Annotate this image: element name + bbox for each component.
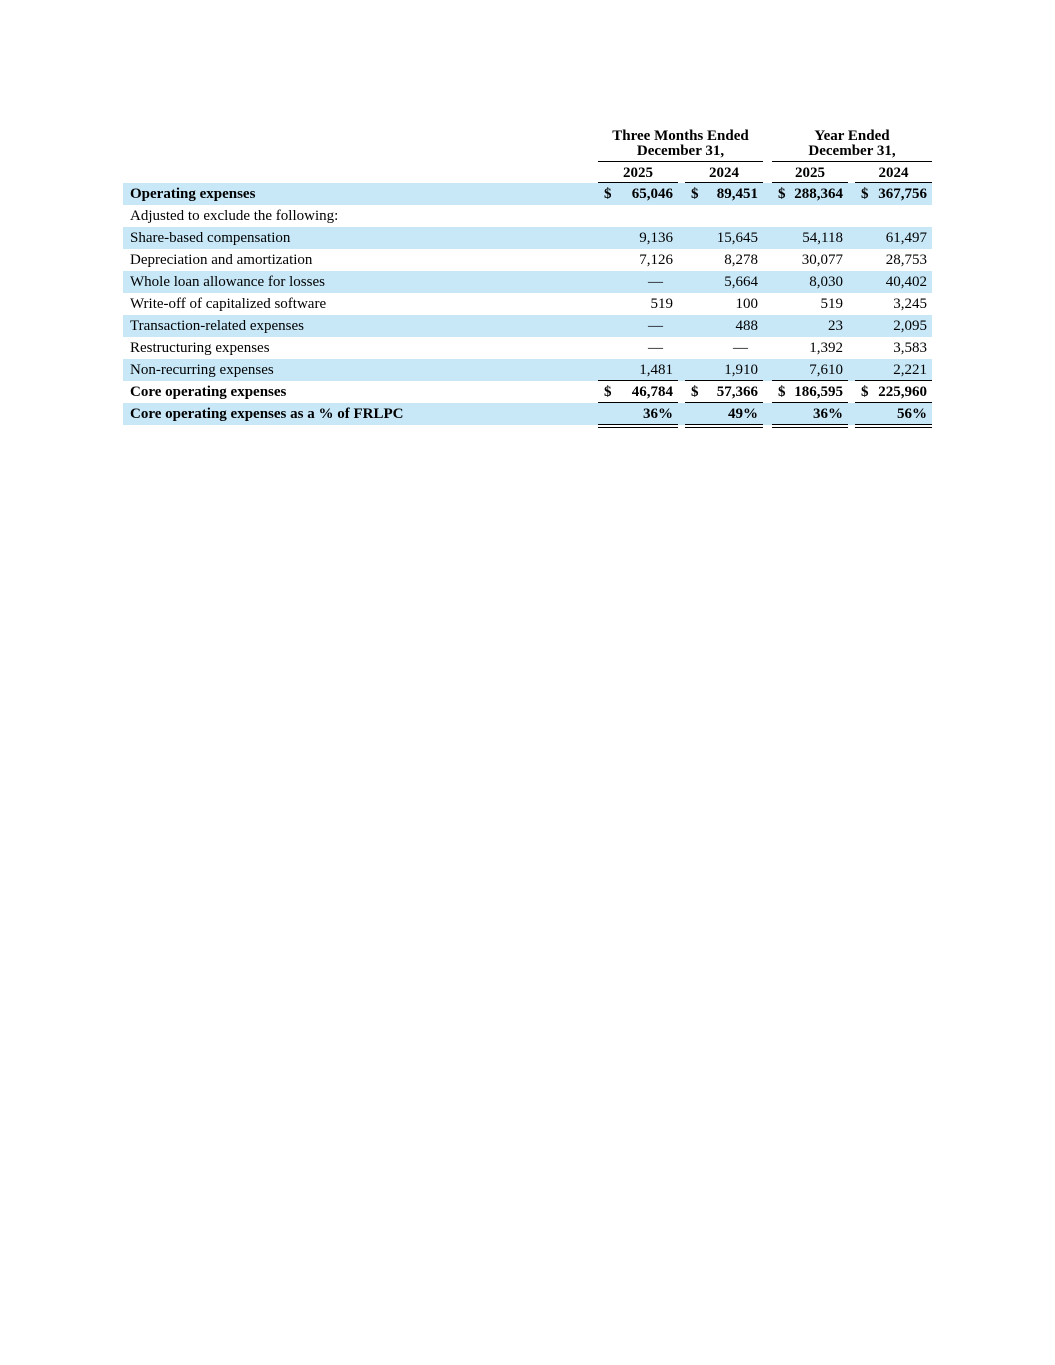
value-cell [855,315,932,337]
percent-sign: % [828,406,843,422]
cell-value: 49 [728,406,743,422]
table-row [123,293,932,315]
year-header: 2024 [855,164,932,183]
currency-symbol: $ [861,186,869,202]
currency-symbol: $ [691,384,699,400]
value-cell [685,205,763,227]
value-cell [855,403,932,425]
currency-symbol: $ [604,384,612,400]
value-cell [598,337,678,359]
cell-value: — [648,318,663,334]
cell-value: 89,451 [716,186,758,202]
period-group-line1: Three Months Ended [612,128,749,144]
cell-value: 3,583 [893,340,927,356]
cell-value: 15,645 [716,230,758,246]
cell-value: 36 [813,406,828,422]
table-header [123,129,932,162]
value-cell [772,271,848,293]
value-cell [598,403,678,425]
table-row [123,271,932,293]
cell-value: 36 [643,406,658,422]
row-label: Operating expenses [130,186,256,202]
value-cell [685,271,763,293]
cell-value: 30,077 [801,252,843,268]
table-row [123,381,932,403]
value-cell [772,381,848,403]
value-cell [685,381,763,403]
financial-table [123,129,932,428]
cell-value: 519 [650,296,673,312]
row-label-spacer [123,425,598,428]
currency-symbol: $ [778,384,786,400]
table-row [123,359,932,381]
cell-value [604,205,673,227]
table-row [123,249,932,271]
value-cell [685,183,763,205]
cell-value: 46,784 [631,384,673,400]
table-rows [123,183,932,428]
value-cell [772,205,848,227]
row-label: Restructuring expenses [130,340,270,356]
cell-value: 488 [735,318,758,334]
cell-value: 8,278 [724,252,758,268]
year-header-row [123,164,932,183]
cell-value: 288,364 [794,186,843,202]
percent-sign: % [912,406,927,422]
cell-value: — [648,274,663,290]
cell-value: 40,402 [885,274,927,290]
cell-value: 61,497 [885,230,927,246]
value-cell [772,249,848,271]
currency-symbol: $ [691,186,699,202]
cell-value: 519 [820,296,843,312]
cell-value: 56 [897,406,912,422]
value-cell [855,205,932,227]
value-cell [685,359,763,381]
double-rule-line [772,425,848,428]
cell-value: 9,136 [639,230,673,246]
double-rule-gap [123,425,932,428]
cell-value: 7,610 [809,362,843,378]
currency-symbol: $ [861,384,869,400]
value-cell [598,271,678,293]
cell-value: 2,095 [893,318,927,334]
period-group-line2: December 31, [808,143,896,159]
period-group-year-ended [772,129,932,162]
row-label: Depreciation and amortization [130,252,313,268]
row-label: Write-off of capitalized software [130,296,327,312]
value-cell [855,249,932,271]
cell-value [861,205,927,227]
table-row [123,337,932,359]
row-label: Non-recurring expenses [130,362,274,378]
table-row [123,183,932,205]
year-header: 2025 [598,164,678,183]
cell-value: 3,245 [893,296,927,312]
cell-value: 186,595 [794,384,843,400]
cell-value: 100 [735,296,758,312]
cell-value [778,205,843,227]
value-cell [772,403,848,425]
row-label: Core operating expenses [130,384,287,400]
value-cell [685,293,763,315]
value-cell [855,337,932,359]
double-rule-line [855,425,932,428]
cell-value: 1,481 [639,362,673,378]
header-label-spacer [123,164,598,183]
percent-sign: % [658,406,673,422]
row-label: Core operating expenses as a % of FRLPC [130,406,404,422]
value-cell [598,293,678,315]
year-header: 2024 [685,164,763,183]
value-cell [685,227,763,249]
value-cell [855,183,932,205]
cell-value: — [733,340,748,356]
cell-value: 2,221 [893,362,927,378]
row-label: Whole loan allowance for losses [130,274,325,290]
cell-value: 54,118 [802,230,843,246]
value-cell [855,381,932,403]
value-cell [685,337,763,359]
percent-sign: % [743,406,758,422]
cell-value: 57,366 [716,384,758,400]
row-label: Transaction-related expenses [130,318,304,334]
value-cell [598,381,678,403]
value-cell [772,315,848,337]
value-cell [855,293,932,315]
value-cell [855,271,932,293]
value-cell [598,183,678,205]
table-row [123,227,932,249]
value-cell [772,183,848,205]
period-group-three-months [598,129,763,162]
cell-value: 28,753 [885,252,927,268]
row-label: Share-based compensation [130,230,291,246]
value-cell [855,359,932,381]
double-rule-line [598,425,678,428]
period-group-line1: Year Ended [814,128,890,144]
value-cell [598,315,678,337]
table-row [123,403,932,425]
row-label: Adjusted to exclude the following: [130,208,339,224]
value-cell [772,227,848,249]
cell-value: 1,910 [724,362,758,378]
value-cell [772,293,848,315]
value-cell [685,315,763,337]
cell-value: 5,664 [724,274,758,290]
cell-value: 367,756 [878,186,927,202]
table-row [123,205,932,227]
value-cell [685,403,763,425]
cell-value: 225,960 [878,384,927,400]
cell-value: — [648,340,663,356]
cell-value [691,205,758,227]
year-header: 2025 [772,164,848,183]
cell-value: 8,030 [809,274,843,290]
value-cell [598,205,678,227]
value-cell [685,249,763,271]
value-cell [598,227,678,249]
value-cell [772,359,848,381]
value-cell [598,359,678,381]
currency-symbol: $ [604,186,612,202]
value-cell [855,227,932,249]
cell-value: 23 [828,318,843,334]
table-row [123,315,932,337]
currency-symbol: $ [778,186,786,202]
period-group-line2: December 31, [636,143,725,159]
value-cell [772,337,848,359]
double-rule-line [685,425,763,428]
cell-value: 65,046 [631,186,673,202]
value-cell [598,249,678,271]
cell-value: 1,392 [809,340,843,356]
cell-value: 7,126 [639,252,673,268]
